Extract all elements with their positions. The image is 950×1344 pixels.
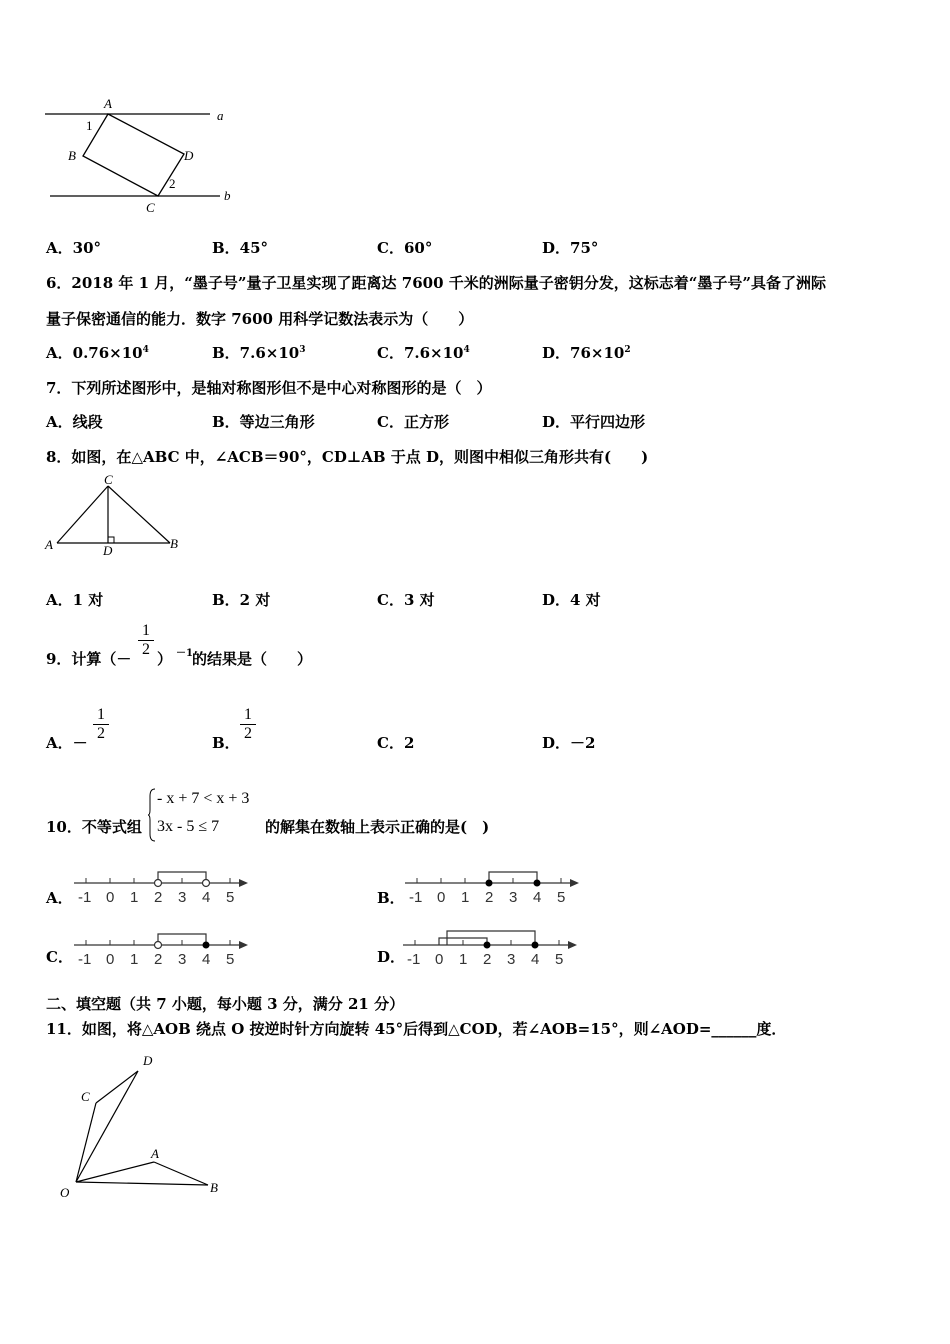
label-A: A xyxy=(151,1146,159,1161)
q10-option-c[interactable]: C． xyxy=(46,948,73,966)
q9-option-a[interactable]: A．－ xyxy=(46,734,88,752)
label-C: C xyxy=(146,200,155,215)
svg-text:3: 3 xyxy=(178,951,187,968)
q9-exponent: －1 xyxy=(176,648,193,659)
q10-prefix: 10．不等式组 xyxy=(46,818,142,836)
svg-text:0: 0 xyxy=(437,889,446,906)
q10-option-b[interactable]: B． xyxy=(377,889,405,907)
label-B: B xyxy=(210,1180,218,1195)
q10-inequality-1: - x + 7 < x + 3 xyxy=(157,790,250,807)
label-D: D xyxy=(184,148,194,163)
section2-title: 二、填空题（共 7 小题，每小题 3 分，满分 21 分） xyxy=(46,995,405,1013)
label-C: C xyxy=(104,472,113,487)
q7-option-b[interactable]: B．等边三角形 xyxy=(212,413,315,431)
q10-numberline-d[interactable] xyxy=(401,924,586,972)
q9-option-d[interactable]: D．－2 xyxy=(542,734,596,752)
svg-text:4: 4 xyxy=(533,889,542,906)
label-B: B xyxy=(68,148,76,163)
q9-option-b-fraction: 1 2 xyxy=(240,706,256,743)
svg-text:2: 2 xyxy=(483,951,492,968)
q10-option-d[interactable]: D． xyxy=(377,948,406,966)
q10-numberline-b[interactable] xyxy=(403,862,588,910)
q6-option-d[interactable]: D．$76\times 10^2$ xyxy=(542,344,631,362)
label-C: C xyxy=(81,1089,90,1104)
q7-option-d[interactable]: D．平行四边形 xyxy=(542,413,646,431)
svg-text:3: 3 xyxy=(509,889,518,906)
svg-text:0: 0 xyxy=(106,951,115,968)
q9-close-paren: ） xyxy=(157,650,173,668)
svg-text:-1: -1 xyxy=(78,889,92,906)
svg-text:1: 1 xyxy=(130,889,139,906)
label-A: A xyxy=(45,537,53,552)
q7-option-c[interactable]: C．正方形 xyxy=(377,413,449,431)
q11-figure xyxy=(55,1046,235,1206)
label-B: B xyxy=(170,536,178,551)
q8-stem: 8．如图，在△ABC 中，∠ACB＝90°，CD⊥AB 于点 D，则图中相似三角形共有( ) xyxy=(46,448,649,466)
q5-option-a[interactable]: A．30° xyxy=(46,239,102,257)
q9-suffix: 的结果是（ ） xyxy=(192,650,313,668)
q9-option-a-fraction: 1 2 xyxy=(93,706,109,743)
label-A: A xyxy=(104,96,112,111)
q8-option-c[interactable]: C．3 对 xyxy=(377,591,435,609)
svg-text:3: 3 xyxy=(178,889,187,906)
svg-text:5: 5 xyxy=(226,951,235,968)
q6-option-c[interactable]: C．$7.6\times 10^4$ xyxy=(377,344,470,362)
q10-brace xyxy=(148,788,156,842)
svg-text:2: 2 xyxy=(154,951,163,968)
svg-text:1: 1 xyxy=(459,951,468,968)
q5-option-d[interactable]: D．75° xyxy=(542,239,599,257)
q7-stem: 7．下列所述图形中，是轴对称图形但不是中心对称图形的是（ ） xyxy=(46,379,492,397)
q10-inequality-2: 3x - 5 ≤ 7 xyxy=(157,818,220,835)
q5-option-c[interactable]: C．60° xyxy=(377,239,433,257)
svg-text:-1: -1 xyxy=(78,951,92,968)
svg-text:4: 4 xyxy=(202,951,211,968)
q10-numberline-c[interactable] xyxy=(72,924,257,972)
svg-text:5: 5 xyxy=(555,951,564,968)
svg-text:0: 0 xyxy=(435,951,444,968)
svg-text:2: 2 xyxy=(154,889,163,906)
q9-option-c[interactable]: C．2 xyxy=(377,734,415,752)
label-D: D xyxy=(103,543,113,558)
q10-option-a[interactable]: A． xyxy=(46,889,73,907)
q9-fraction: 1 2 xyxy=(138,622,154,659)
label-2: 2 xyxy=(169,176,176,191)
q9-prefix: 9．计算（－ xyxy=(46,650,132,668)
svg-text:2: 2 xyxy=(485,889,494,906)
q8-figure xyxy=(40,470,190,560)
label-O: O xyxy=(60,1185,70,1200)
label-b: b xyxy=(224,188,231,203)
q6-option-a[interactable]: A．$0.76\times 10^4$ xyxy=(46,344,149,362)
svg-text:4: 4 xyxy=(202,889,211,906)
svg-text:-1: -1 xyxy=(409,889,423,906)
svg-text:0: 0 xyxy=(106,889,115,906)
q5-figure xyxy=(40,92,240,217)
q11-stem: 11．如图，将△AOB 绕点 O 按逆时针方向旋转 45°后得到△COD，若∠AOB=15°，则∠AOD=______度． xyxy=(46,1020,787,1038)
label-1: 1 xyxy=(86,118,93,133)
q10-suffix: 的解集在数轴上表示正确的是( ) xyxy=(265,818,490,836)
svg-text:-1: -1 xyxy=(407,951,421,968)
label-a: a xyxy=(217,108,224,123)
q8-option-a[interactable]: A．1 对 xyxy=(46,591,104,609)
q5-option-b[interactable]: B．45° xyxy=(212,239,269,257)
svg-text:5: 5 xyxy=(557,889,566,906)
q6-stem-line1: 6．2018 年 1 月，“墨子号”量子卫星实现了距离达 7600 千米的洲际量子密钥分发，这标志着“墨子号”具备了洲际 xyxy=(46,274,826,292)
q6-stem-line2: 量子保密通信的能力．数字 7600 用科学记数法表示为（ ） xyxy=(46,310,474,328)
q6-option-b[interactable]: B．$7.6\times 10^3$ xyxy=(212,344,306,362)
svg-text:5: 5 xyxy=(226,889,235,906)
q8-option-b[interactable]: B．2 对 xyxy=(212,591,271,609)
svg-text:4: 4 xyxy=(531,951,540,968)
svg-text:1: 1 xyxy=(461,889,470,906)
q7-option-a[interactable]: A．线段 xyxy=(46,413,103,431)
svg-text:1: 1 xyxy=(130,951,139,968)
q10-numberline-a[interactable] xyxy=(72,862,257,910)
label-D: D xyxy=(143,1053,153,1068)
q9-option-b[interactable]: B． xyxy=(212,734,240,752)
q8-option-d[interactable]: D．4 对 xyxy=(542,591,601,609)
svg-text:3: 3 xyxy=(507,951,516,968)
